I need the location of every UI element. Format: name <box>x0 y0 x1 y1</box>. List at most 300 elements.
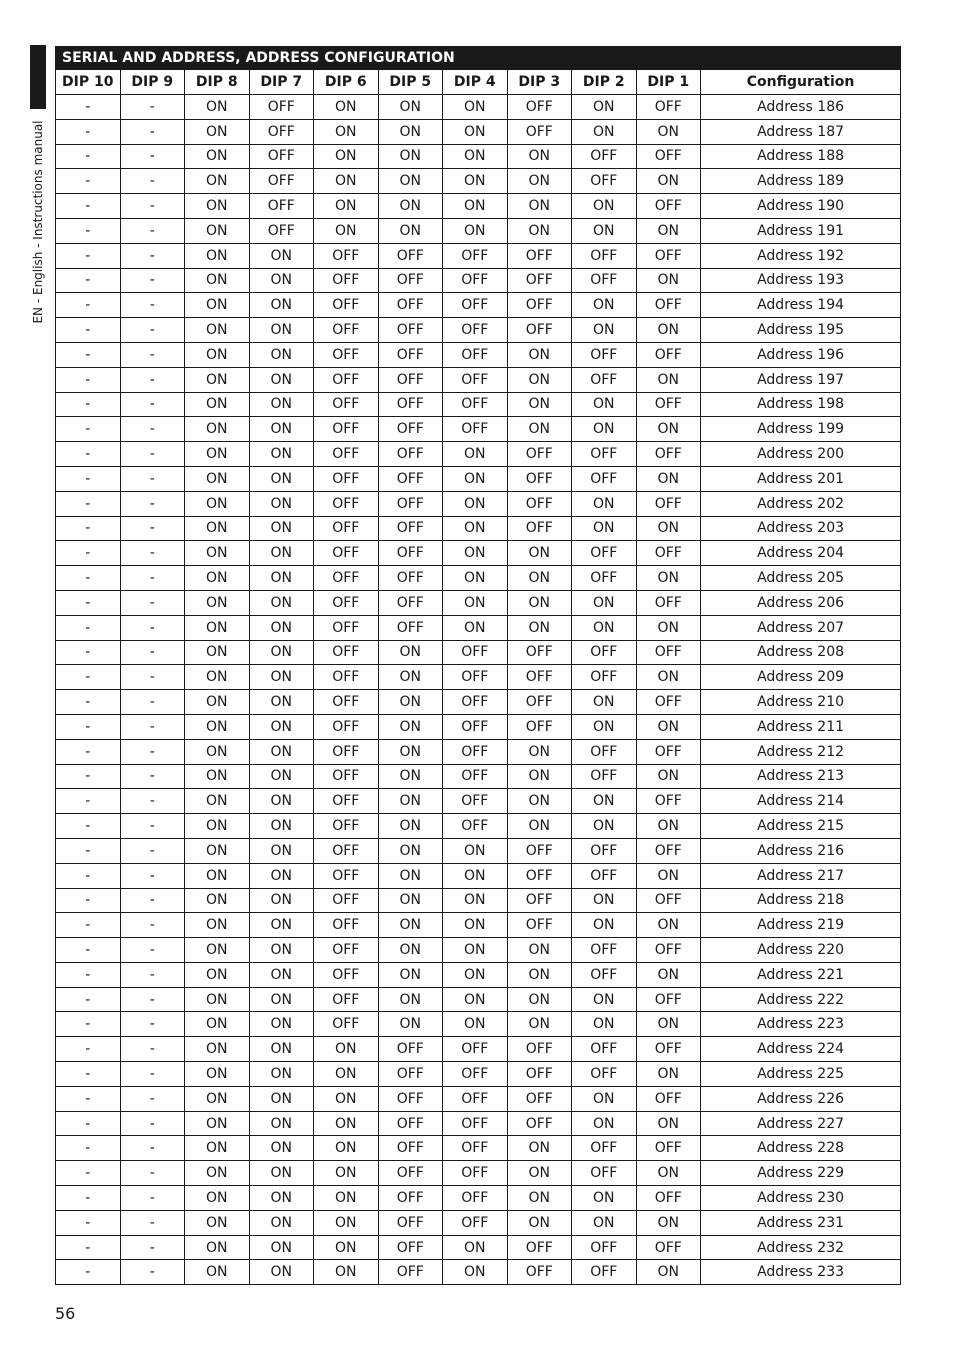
dip-cell: OFF <box>378 1062 443 1087</box>
dip-cell: OFF <box>249 218 314 243</box>
dip-cell: - <box>56 714 121 739</box>
dip-cell: OFF <box>507 665 572 690</box>
dip-cell: OFF <box>507 516 572 541</box>
dip-cell: OFF <box>636 838 701 863</box>
table-row <box>56 838 901 863</box>
dip-cell: OFF <box>507 491 572 516</box>
dip-cell: - <box>120 1037 185 1062</box>
dip-cell: ON <box>507 218 572 243</box>
dip-cell: ON <box>636 1062 701 1087</box>
dip-cell: ON <box>249 863 314 888</box>
dip-cell: - <box>120 1012 185 1037</box>
dip-cell: ON <box>249 442 314 467</box>
dip-cell: ON <box>185 962 250 987</box>
configuration-cell: Address 192 <box>701 243 901 268</box>
table-row <box>56 1086 901 1111</box>
dip-cell: ON <box>636 566 701 591</box>
dip-cell: ON <box>249 1186 314 1211</box>
dip-cell: - <box>56 218 121 243</box>
dip-cell: ON <box>507 987 572 1012</box>
dip-cell: OFF <box>572 764 637 789</box>
dip-cell: ON <box>314 1186 379 1211</box>
dip-cell: ON <box>249 640 314 665</box>
dip-cell: OFF <box>249 194 314 219</box>
dip-cell: ON <box>378 665 443 690</box>
dip-cell: OFF <box>314 417 379 442</box>
dip-cell: ON <box>443 938 508 963</box>
table-row <box>56 268 901 293</box>
dip-cell: ON <box>249 392 314 417</box>
dip-cell: - <box>120 690 185 715</box>
dip-cell: ON <box>249 268 314 293</box>
dip-cell: OFF <box>443 690 508 715</box>
dip-cell: OFF <box>314 566 379 591</box>
dip-cell: ON <box>443 1235 508 1260</box>
dip-cell: ON <box>185 417 250 442</box>
dip-cell: - <box>120 466 185 491</box>
dip-cell: ON <box>507 367 572 392</box>
dip-cell: - <box>120 938 185 963</box>
dip-cell: - <box>120 987 185 1012</box>
dip-cell: - <box>56 739 121 764</box>
configuration-cell: Address 188 <box>701 144 901 169</box>
dip-cell: ON <box>443 566 508 591</box>
dip-cell: ON <box>249 615 314 640</box>
dip-cell: OFF <box>314 714 379 739</box>
table-row <box>56 1012 901 1037</box>
dip-cell: ON <box>249 714 314 739</box>
dip-cell: - <box>120 318 185 343</box>
dip-cell: OFF <box>507 863 572 888</box>
dip-cell: ON <box>572 318 637 343</box>
table-row <box>56 392 901 417</box>
dip-cell: OFF <box>572 838 637 863</box>
dip-cell: ON <box>378 962 443 987</box>
dip-cell: - <box>120 566 185 591</box>
dip-cell: OFF <box>378 566 443 591</box>
dip-cell: ON <box>185 814 250 839</box>
dip-cell: OFF <box>636 1037 701 1062</box>
dip-cell: - <box>56 293 121 318</box>
dip-cell: OFF <box>443 318 508 343</box>
dip-cell: OFF <box>572 962 637 987</box>
dip-cell: ON <box>185 243 250 268</box>
dip-cell: OFF <box>443 814 508 839</box>
configuration-cell: Address 227 <box>701 1111 901 1136</box>
dip-cell: OFF <box>443 268 508 293</box>
dip-cell: - <box>120 838 185 863</box>
dip-cell: ON <box>185 615 250 640</box>
dip-cell: ON <box>249 838 314 863</box>
configuration-cell: Address 220 <box>701 938 901 963</box>
dip-cell: ON <box>443 962 508 987</box>
dip-cell: ON <box>507 392 572 417</box>
dip-cell: - <box>120 243 185 268</box>
dip-cell: ON <box>636 665 701 690</box>
dip-cell: ON <box>185 913 250 938</box>
dip-cell: OFF <box>314 615 379 640</box>
dip-cell: ON <box>185 1086 250 1111</box>
dip-cell: - <box>120 516 185 541</box>
dip-cell: ON <box>185 1210 250 1235</box>
dip-cell: OFF <box>443 739 508 764</box>
configuration-cell: Address 201 <box>701 466 901 491</box>
dip-cell: ON <box>443 541 508 566</box>
table-row <box>56 1161 901 1186</box>
dip-cell: ON <box>249 1260 314 1285</box>
table-row <box>56 739 901 764</box>
dip-cell: ON <box>572 491 637 516</box>
dip-cell: ON <box>636 1012 701 1037</box>
dip-cell: ON <box>636 318 701 343</box>
dip-cell: ON <box>572 987 637 1012</box>
side-tab-marker <box>30 45 46 109</box>
table-row <box>56 1210 901 1235</box>
dip-cell: OFF <box>378 491 443 516</box>
dip-cell: ON <box>572 1111 637 1136</box>
dip-cell: ON <box>185 1186 250 1211</box>
dip-cell: ON <box>185 367 250 392</box>
dip-cell: ON <box>572 913 637 938</box>
dip-cell: OFF <box>572 566 637 591</box>
dip-cell: ON <box>185 764 250 789</box>
dip-cell: OFF <box>572 938 637 963</box>
dip-cell: OFF <box>443 367 508 392</box>
table-row <box>56 1186 901 1211</box>
dip-cell: ON <box>185 863 250 888</box>
dip-cell: ON <box>185 516 250 541</box>
table-row <box>56 615 901 640</box>
dip-cell: ON <box>249 1136 314 1161</box>
configuration-cell: Address 197 <box>701 367 901 392</box>
dip-cell: ON <box>572 417 637 442</box>
dip-cell: OFF <box>636 392 701 417</box>
dip-cell: OFF <box>636 739 701 764</box>
column-header: DIP 7 <box>249 70 314 95</box>
dip-cell: OFF <box>572 1161 637 1186</box>
dip-cell: OFF <box>636 987 701 1012</box>
configuration-cell: Address 190 <box>701 194 901 219</box>
dip-cell: OFF <box>314 367 379 392</box>
dip-cell: ON <box>572 194 637 219</box>
table-row <box>56 566 901 591</box>
dip-cell: ON <box>636 913 701 938</box>
column-header: DIP 10 <box>56 70 121 95</box>
dip-cell: OFF <box>443 1062 508 1087</box>
dip-cell: ON <box>378 739 443 764</box>
configuration-cell: Address 215 <box>701 814 901 839</box>
configuration-cell: Address 202 <box>701 491 901 516</box>
dip-cell: ON <box>185 293 250 318</box>
dip-cell: - <box>56 863 121 888</box>
table-row <box>56 342 901 367</box>
configuration-cell: Address 232 <box>701 1235 901 1260</box>
dip-cell: ON <box>249 962 314 987</box>
dip-cell: - <box>56 590 121 615</box>
dip-cell: ON <box>249 293 314 318</box>
dip-cell: - <box>56 119 121 144</box>
dip-cell: ON <box>185 1161 250 1186</box>
dip-cell: ON <box>443 491 508 516</box>
dip-cell: ON <box>572 590 637 615</box>
dip-cell: OFF <box>314 243 379 268</box>
table-row <box>56 714 901 739</box>
dip-cell: ON <box>378 764 443 789</box>
dip-cell: ON <box>378 690 443 715</box>
dip-cell: OFF <box>249 95 314 120</box>
dip-cell: OFF <box>314 466 379 491</box>
dip-cell: ON <box>185 1062 250 1087</box>
dip-cell: ON <box>185 590 250 615</box>
dip-cell: ON <box>636 615 701 640</box>
configuration-cell: Address 193 <box>701 268 901 293</box>
dip-cell: ON <box>185 789 250 814</box>
dip-cell: - <box>120 739 185 764</box>
dip-cell: - <box>56 1012 121 1037</box>
dip-cell: OFF <box>378 1260 443 1285</box>
dip-cell: ON <box>572 814 637 839</box>
dip-cell: OFF <box>443 640 508 665</box>
table-row <box>56 95 901 120</box>
dip-cell: ON <box>378 144 443 169</box>
dip-cell: OFF <box>636 1186 701 1211</box>
dip-cell: - <box>120 640 185 665</box>
dip-cell: ON <box>185 1012 250 1037</box>
dip-cell: OFF <box>443 1186 508 1211</box>
dip-cell: - <box>56 640 121 665</box>
dip-cell: ON <box>443 194 508 219</box>
dip-cell: ON <box>249 342 314 367</box>
table-row <box>56 1037 901 1062</box>
column-header: DIP 1 <box>636 70 701 95</box>
dip-cell: ON <box>378 863 443 888</box>
table-row <box>56 690 901 715</box>
dip-cell: OFF <box>572 442 637 467</box>
dip-cell: OFF <box>507 119 572 144</box>
dip-cell: OFF <box>507 888 572 913</box>
dip-cell: ON <box>443 987 508 1012</box>
dip-cell: ON <box>507 764 572 789</box>
dip-cell: ON <box>572 1012 637 1037</box>
table-body <box>56 95 901 1285</box>
configuration-cell: Address 214 <box>701 789 901 814</box>
table-row <box>56 1136 901 1161</box>
dip-cell: ON <box>185 392 250 417</box>
dip-cell: - <box>120 144 185 169</box>
dip-cell: - <box>56 1111 121 1136</box>
dip-cell: ON <box>314 169 379 194</box>
dip-cell: ON <box>314 1136 379 1161</box>
dip-cell: OFF <box>443 1136 508 1161</box>
dip-cell: - <box>56 888 121 913</box>
dip-cell: ON <box>314 1111 379 1136</box>
table-row <box>56 962 901 987</box>
dip-cell: OFF <box>636 1235 701 1260</box>
dip-cell: ON <box>314 218 379 243</box>
dip-cell: ON <box>185 1037 250 1062</box>
dip-cell: ON <box>185 218 250 243</box>
configuration-cell: Address 189 <box>701 169 901 194</box>
dip-cell: OFF <box>572 1260 637 1285</box>
dip-cell: - <box>56 144 121 169</box>
dip-cell: OFF <box>636 95 701 120</box>
dip-cell: ON <box>378 789 443 814</box>
table-row <box>56 764 901 789</box>
dip-cell: - <box>56 615 121 640</box>
table-row <box>56 318 901 343</box>
dip-cell: OFF <box>378 392 443 417</box>
dip-cell: ON <box>507 1012 572 1037</box>
dip-cell: OFF <box>378 466 443 491</box>
dip-cell: OFF <box>572 665 637 690</box>
dip-cell: - <box>120 1186 185 1211</box>
dip-cell: OFF <box>507 1062 572 1087</box>
table-row <box>56 1235 901 1260</box>
dip-cell: OFF <box>378 1111 443 1136</box>
dip-cell: ON <box>249 690 314 715</box>
dip-cell: ON <box>378 838 443 863</box>
dip-cell: ON <box>572 1186 637 1211</box>
dip-cell: - <box>56 1161 121 1186</box>
table-row <box>56 293 901 318</box>
dip-cell: ON <box>185 739 250 764</box>
table-title: SERIAL AND ADDRESS, ADDRESS CONFIGURATION <box>56 47 901 70</box>
dip-cell: ON <box>572 615 637 640</box>
configuration-cell: Address 204 <box>701 541 901 566</box>
dip-cell: ON <box>507 739 572 764</box>
dip-cell: OFF <box>443 1086 508 1111</box>
dip-cell: - <box>56 1037 121 1062</box>
dip-cell: - <box>120 1136 185 1161</box>
table-title-row <box>56 47 901 70</box>
configuration-cell: Address 218 <box>701 888 901 913</box>
dip-cell: OFF <box>507 466 572 491</box>
dip-cell: OFF <box>378 1086 443 1111</box>
dip-cell: ON <box>378 1012 443 1037</box>
table-row <box>56 987 901 1012</box>
dip-cell: OFF <box>314 987 379 1012</box>
dip-cell: ON <box>314 194 379 219</box>
dip-cell: ON <box>636 962 701 987</box>
dip-cell: ON <box>636 1161 701 1186</box>
dip-cell: OFF <box>314 838 379 863</box>
dip-cell: ON <box>507 814 572 839</box>
dip-cell: ON <box>636 516 701 541</box>
dip-cell: ON <box>507 789 572 814</box>
dip-cell: OFF <box>314 268 379 293</box>
dip-cell: ON <box>249 1062 314 1087</box>
dip-cell: ON <box>378 987 443 1012</box>
dip-cell: ON <box>249 888 314 913</box>
dip-cell: OFF <box>507 243 572 268</box>
dip-cell: ON <box>185 1136 250 1161</box>
dip-cell: ON <box>249 367 314 392</box>
dip-cell: ON <box>572 1210 637 1235</box>
dip-cell: OFF <box>572 1136 637 1161</box>
dip-cell: ON <box>185 690 250 715</box>
dip-cell: - <box>120 814 185 839</box>
dip-cell: OFF <box>249 144 314 169</box>
dip-cell: ON <box>249 789 314 814</box>
configuration-cell: Address 213 <box>701 764 901 789</box>
table-row <box>56 243 901 268</box>
dip-cell: ON <box>572 789 637 814</box>
dip-cell: - <box>56 690 121 715</box>
dip-cell: OFF <box>378 243 443 268</box>
table-row <box>56 367 901 392</box>
dip-cell: ON <box>636 268 701 293</box>
dip-cell: ON <box>314 1210 379 1235</box>
configuration-cell: Address 222 <box>701 987 901 1012</box>
dip-cell: ON <box>249 913 314 938</box>
dip-cell: ON <box>314 119 379 144</box>
dip-cell: OFF <box>443 714 508 739</box>
dip-cell: ON <box>572 95 637 120</box>
dip-cell: OFF <box>378 342 443 367</box>
dip-cell: ON <box>443 169 508 194</box>
dip-cell: ON <box>185 194 250 219</box>
dip-cell: OFF <box>507 318 572 343</box>
dip-cell: ON <box>443 1012 508 1037</box>
dip-cell: - <box>56 243 121 268</box>
dip-cell: OFF <box>443 665 508 690</box>
dip-cell: OFF <box>443 392 508 417</box>
dip-cell: OFF <box>636 541 701 566</box>
dip-cell: - <box>56 838 121 863</box>
dip-cell: OFF <box>378 1161 443 1186</box>
configuration-cell: Address 194 <box>701 293 901 318</box>
dip-cell: - <box>56 516 121 541</box>
dip-cell: OFF <box>507 1037 572 1062</box>
configuration-cell: Address 211 <box>701 714 901 739</box>
dip-cell: OFF <box>572 169 637 194</box>
configuration-cell: Address 221 <box>701 962 901 987</box>
dip-cell: OFF <box>507 1260 572 1285</box>
dip-cell: OFF <box>443 1037 508 1062</box>
configuration-cell: Address 208 <box>701 640 901 665</box>
column-header: DIP 9 <box>120 70 185 95</box>
table-row <box>56 516 901 541</box>
dip-cell: ON <box>507 342 572 367</box>
table-row <box>56 665 901 690</box>
dip-cell: OFF <box>636 888 701 913</box>
dip-cell: OFF <box>636 293 701 318</box>
dip-cell: - <box>56 764 121 789</box>
dip-cell: - <box>56 789 121 814</box>
dip-cell: OFF <box>249 169 314 194</box>
dip-cell: OFF <box>378 1210 443 1235</box>
dip-cell: OFF <box>572 466 637 491</box>
dip-cell: - <box>56 1210 121 1235</box>
table-row <box>56 442 901 467</box>
dip-cell: - <box>56 442 121 467</box>
dip-cell: OFF <box>314 293 379 318</box>
dip-cell: ON <box>249 1235 314 1260</box>
dip-cell: ON <box>636 1260 701 1285</box>
dip-cell: ON <box>185 1111 250 1136</box>
dip-cell: OFF <box>314 913 379 938</box>
dip-cell: - <box>56 466 121 491</box>
dip-cell: OFF <box>507 442 572 467</box>
dip-cell: ON <box>572 119 637 144</box>
dip-cell: ON <box>185 1235 250 1260</box>
configuration-cell: Address 229 <box>701 1161 901 1186</box>
dip-cell: - <box>120 1086 185 1111</box>
dip-cell: ON <box>185 119 250 144</box>
dip-cell: ON <box>507 1186 572 1211</box>
dip-cell: OFF <box>636 690 701 715</box>
dip-cell: OFF <box>636 1086 701 1111</box>
